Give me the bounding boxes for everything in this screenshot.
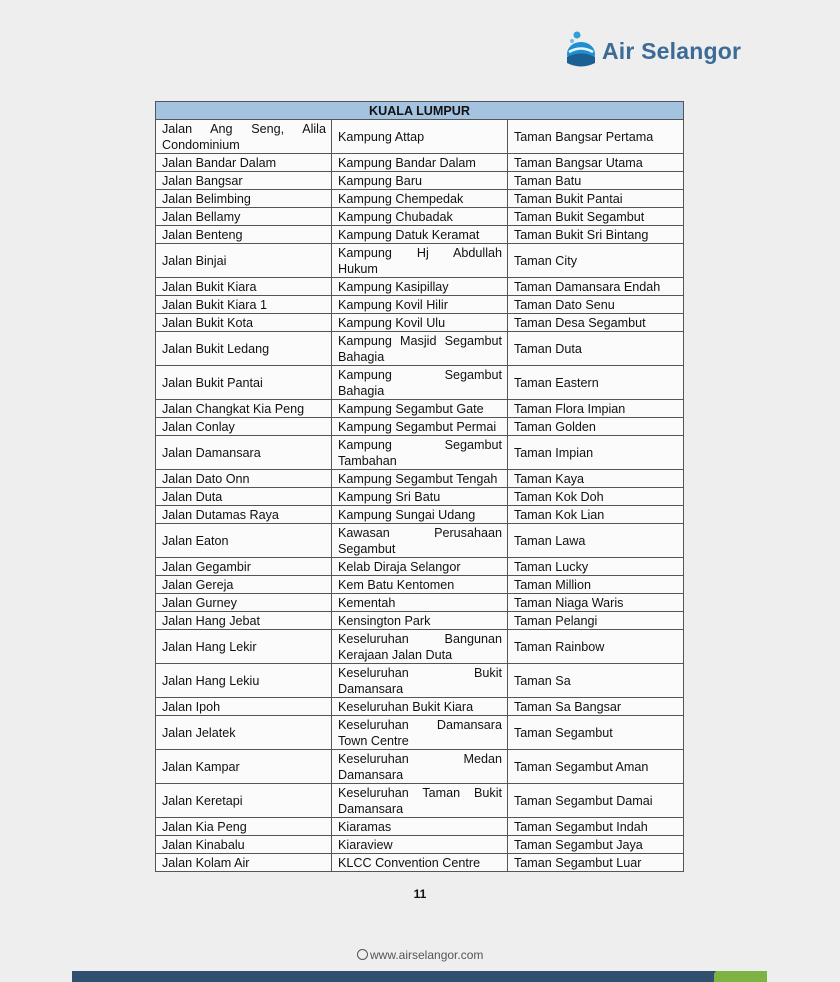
table-cell: Kampung Sungai Udang: [332, 506, 508, 524]
table-row: [156, 836, 684, 854]
table-row: [156, 854, 684, 872]
table-row: [156, 630, 684, 664]
table-cell: Taman Kok Doh: [508, 488, 684, 506]
table-cell: Jalan Hang Jebat: [156, 612, 332, 630]
water-drop-logo-icon: [563, 30, 603, 70]
website-url: www.airselangor.com: [370, 948, 484, 962]
table-cell: Kawasan Perusahaan Segambut: [332, 524, 508, 558]
table-cell: Taman Golden: [508, 418, 684, 436]
table-row: [156, 698, 684, 716]
table-cell: Taman Bukit Sri Bintang: [508, 226, 684, 244]
table-cell: Taman Batu: [508, 172, 684, 190]
table-cell: Jalan Bandar Dalam: [156, 154, 332, 172]
table-row: [156, 488, 684, 506]
table-cell: Jalan Gurney: [156, 594, 332, 612]
table-cell: Taman Kok Lian: [508, 506, 684, 524]
table-row: [156, 154, 684, 172]
table-cell: Jalan Ang Seng, Alila Condominium: [156, 120, 332, 154]
table-cell: Taman Flora Impian: [508, 400, 684, 418]
logo-text: Air Selangor: [602, 38, 742, 64]
table-row: [156, 400, 684, 418]
table-cell: Taman Bukit Segambut: [508, 208, 684, 226]
table-cell: Jalan Belimbing: [156, 190, 332, 208]
table-cell: Jalan Eaton: [156, 524, 332, 558]
table-cell: Jalan Kampar: [156, 750, 332, 784]
footer-blue-bar: [72, 971, 716, 982]
globe-icon: [357, 949, 368, 960]
table-cell: Jalan Gereja: [156, 576, 332, 594]
table-row: [156, 818, 684, 836]
table-row: [156, 226, 684, 244]
table-row: [156, 664, 684, 698]
table-cell: Taman Pelangi: [508, 612, 684, 630]
table-cell: Keseluruhan Bukit Kiara: [332, 698, 508, 716]
table-row: [156, 594, 684, 612]
table-cell: Taman Segambut Jaya: [508, 836, 684, 854]
table-cell: Taman Desa Segambut: [508, 314, 684, 332]
table-cell: Kampung Chempedak: [332, 190, 508, 208]
table-cell: Jalan Bellamy: [156, 208, 332, 226]
table-cell: Kampung Kovil Hilir: [332, 296, 508, 314]
table-cell: Kampung Kovil Ulu: [332, 314, 508, 332]
table-cell: Jalan Duta: [156, 488, 332, 506]
table-cell: Keseluruhan Bukit Damansara: [332, 664, 508, 698]
table-row: [156, 278, 684, 296]
table-cell: Jalan Dutamas Raya: [156, 506, 332, 524]
table-cell: Keseluruhan Bangunan Kerajaan Jalan Duta: [332, 630, 508, 664]
table-cell: Kampung Datuk Keramat: [332, 226, 508, 244]
table-row: [156, 436, 684, 470]
table-row: [156, 120, 684, 154]
table-cell: Kampung Segambut Gate: [332, 400, 508, 418]
table-row: [156, 612, 684, 630]
table-cell: Jalan Binjai: [156, 244, 332, 278]
table-cell: Jalan Conlay: [156, 418, 332, 436]
footer-bar-divider: [708, 971, 716, 982]
table-cell: Kampung Segambut Tambahan: [332, 436, 508, 470]
table-cell: Jalan Bangsar: [156, 172, 332, 190]
table-cell: Keseluruhan Taman Bukit Damansara: [332, 784, 508, 818]
table-row: [156, 716, 684, 750]
table-cell: Jalan Bukit Pantai: [156, 366, 332, 400]
table-row: [156, 190, 684, 208]
table-row: [156, 784, 684, 818]
table-cell: Jalan Dato Onn: [156, 470, 332, 488]
table-row: [156, 208, 684, 226]
table-cell: Taman Segambut Damai: [508, 784, 684, 818]
table-cell: Kampung Segambut Tengah: [332, 470, 508, 488]
table-cell: Kampung Baru: [332, 172, 508, 190]
table-cell: Jalan Changkat Kia Peng: [156, 400, 332, 418]
table-cell: Kampung Chubadak: [332, 208, 508, 226]
table-row: [156, 366, 684, 400]
table-row: [156, 314, 684, 332]
table-cell: Kiaramas: [332, 818, 508, 836]
table-cell: Taman Niaga Waris: [508, 594, 684, 612]
table-cell: Taman Segambut Luar: [508, 854, 684, 872]
table-cell: Taman Lucky: [508, 558, 684, 576]
table-cell: Taman Segambut: [508, 716, 684, 750]
table-cell: Keseluruhan Damansara Town Centre: [332, 716, 508, 750]
table-cell: Kampung Kasipillay: [332, 278, 508, 296]
table-cell: Kampung Sri Batu: [332, 488, 508, 506]
table-row: [156, 506, 684, 524]
table-cell: Taman Lawa: [508, 524, 684, 558]
table-title: KUALA LUMPUR: [156, 102, 684, 120]
table-row: [156, 576, 684, 594]
footer-green-bar: [714, 971, 767, 982]
table-cell: Jalan Damansara: [156, 436, 332, 470]
table-cell: Keseluruhan Medan Damansara: [332, 750, 508, 784]
table-cell: KLCC Convention Centre: [332, 854, 508, 872]
table-row: [156, 470, 684, 488]
table-cell: Taman Eastern: [508, 366, 684, 400]
table-cell: Jalan Hang Lekir: [156, 630, 332, 664]
table-cell: Kementah: [332, 594, 508, 612]
table-cell: Kampung Attap: [332, 120, 508, 154]
table-cell: Kensington Park: [332, 612, 508, 630]
table-cell: Jalan Hang Lekiu: [156, 664, 332, 698]
table-cell: Jalan Bukit Ledang: [156, 332, 332, 366]
table-cell: Taman Duta: [508, 332, 684, 366]
table-cell: Jalan Gegambir: [156, 558, 332, 576]
table-cell: Taman Bangsar Pertama: [508, 120, 684, 154]
table-cell: Kampung Masjid Segambut Bahagia: [332, 332, 508, 366]
table-cell: Taman Damansara Endah: [508, 278, 684, 296]
table-cell: Taman Sa: [508, 664, 684, 698]
kuala-lumpur-area-table: [155, 101, 684, 872]
table-cell: Taman Segambut Indah: [508, 818, 684, 836]
table-cell: Kampung Bandar Dalam: [332, 154, 508, 172]
table-row: [156, 244, 684, 278]
table-cell: Jalan Bukit Kiara 1: [156, 296, 332, 314]
table-cell: Jalan Jelatek: [156, 716, 332, 750]
table-cell: Taman City: [508, 244, 684, 278]
table-cell: Jalan Kolam Air: [156, 854, 332, 872]
table-cell: Kampung Hj Abdullah Hukum: [332, 244, 508, 278]
table-cell: Jalan Keretapi: [156, 784, 332, 818]
table-row: [156, 524, 684, 558]
table-row: [156, 418, 684, 436]
table-cell: Taman Bangsar Utama: [508, 154, 684, 172]
table-cell: Taman Dato Senu: [508, 296, 684, 314]
table-cell: Jalan Bukit Kota: [156, 314, 332, 332]
footer-website: [357, 948, 483, 962]
table-header-row: [156, 102, 684, 120]
table-row: [156, 172, 684, 190]
table-cell: Jalan Ipoh: [156, 698, 332, 716]
air-selangor-logo: [563, 30, 743, 70]
table-cell: Taman Impian: [508, 436, 684, 470]
table-cell: Taman Million: [508, 576, 684, 594]
table-cell: Taman Rainbow: [508, 630, 684, 664]
table-row: [156, 750, 684, 784]
table-cell: Jalan Bukit Kiara: [156, 278, 332, 296]
table-cell: Kampung Segambut Permai: [332, 418, 508, 436]
table-row: [156, 332, 684, 366]
table-row: [156, 558, 684, 576]
table-cell: Taman Kaya: [508, 470, 684, 488]
table-cell: Taman Bukit Pantai: [508, 190, 684, 208]
table-cell: Kelab Diraja Selangor: [332, 558, 508, 576]
table-cell: Taman Segambut Aman: [508, 750, 684, 784]
table-cell: Jalan Kia Peng: [156, 818, 332, 836]
table-cell: Kem Batu Kentomen: [332, 576, 508, 594]
page-number: 11: [413, 887, 427, 901]
table-cell: Kampung Segambut Bahagia: [332, 366, 508, 400]
table-cell: Taman Sa Bangsar: [508, 698, 684, 716]
table-cell: Kiaraview: [332, 836, 508, 854]
table-cell: Jalan Kinabalu: [156, 836, 332, 854]
table-cell: Jalan Benteng: [156, 226, 332, 244]
table-row: [156, 296, 684, 314]
